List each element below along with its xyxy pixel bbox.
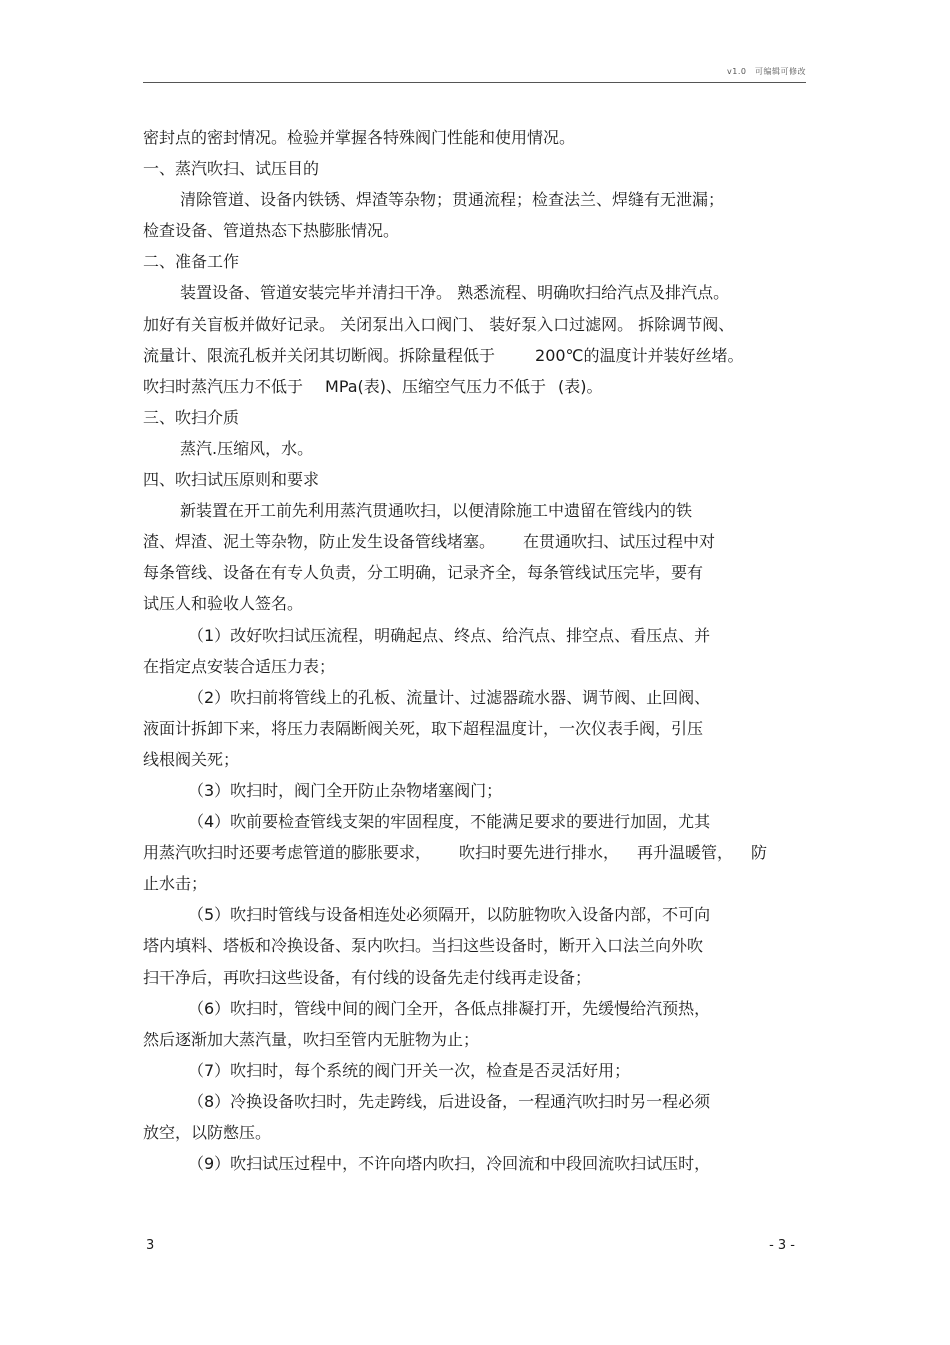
section-heading: 一、蒸汽吹扫、试压目的	[143, 159, 320, 179]
text-segment: 防	[751, 843, 768, 863]
list-item: （2）吹扫前将管线上的孔板、流量计、过滤器疏水器、调节阀、止回阀、	[188, 687, 711, 707]
text-line: 密封点的密封情况。检验并掌握各特殊阀门性能和使用情况。	[143, 128, 576, 147]
text-segment: 吹扫时蒸汽压力不低于	[143, 376, 304, 396]
text-line: 清除管道、设备内铁锈、焊渣等杂物；贯通流程；检查法兰、焊缝有无泄漏；	[180, 190, 725, 210]
text-line: 装置设备、管道安装完毕并清扫干净。 熟悉流程、明确吹扫给汽点及排汽点。	[180, 283, 730, 303]
text-segment: 流量计、限流孔板并关闭其切断阀。拆除量程低于	[143, 345, 496, 365]
text-line: 然后逐渐加大蒸汽量，吹扫至管内无脏物为止；	[143, 1029, 480, 1049]
text-segment: MPa(表)、压缩空气压力不低于	[325, 376, 547, 396]
text-line: 新装置在开工前先利用蒸汽贯通吹扫，以便清除施工中遗留在管线内的铁	[180, 501, 693, 521]
text-line: 每条管线、设备在有专人负责，分工明确，记录齐全，每条管线试压完毕，要有	[143, 563, 704, 583]
text-line: 塔内填料、塔板和冷换设备、泵内吹扫。当扫这些设备时，断开入口法兰向外吹	[143, 936, 704, 956]
text-segment: 用蒸汽吹扫时还要考虑管道的膨胀要求，	[143, 843, 432, 863]
list-item: （5）吹扫时管线与设备相连处必须隔开，以防脏物吹入设备内部，不可向	[188, 905, 711, 925]
list-item: （7）吹扫时，每个系统的阀门开关一次，检查是否灵活好用；	[188, 1060, 631, 1080]
text-line: 液面计拆卸下来，将压力表隔断阀关死，取下超程温度计，一次仪表手阀，引压	[143, 718, 704, 738]
list-item: （9）吹扫试压过程中，不许向塔内吹扫，冷回流和中段回流吹扫试压时，	[188, 1154, 711, 1174]
list-item: （4）吹前要检查管线支架的牢固程度，不能满足要求的要进行加固，尤其	[188, 812, 711, 832]
text-line: 在指定点安装合适压力表；	[143, 656, 336, 676]
text-segment: 在贯通吹扫、试压过程中对	[523, 532, 716, 552]
text-line	[143, 526, 813, 557]
text-line: 蒸汽.压缩风，水。	[180, 438, 314, 458]
text-line	[143, 340, 813, 371]
list-item: （8）冷换设备吹扫时，先走跨线，后进设备，一程通汽吹扫时另一程必须	[188, 1091, 711, 1111]
header-version-note: v1.0 可编辑可修改	[727, 67, 806, 76]
text-line: 止水击；	[143, 874, 208, 894]
header-rule	[143, 82, 806, 83]
footer-page-number-left: 3	[146, 1238, 155, 1253]
footer-page-number-right: - 3 -	[769, 1238, 795, 1253]
list-item: （1）改好吹扫试压流程，明确起点、终点、给汽点、排空点、看压点、并	[188, 625, 711, 645]
text-segment: 吹扫时要先进行排水，	[459, 843, 620, 863]
section-heading: 四、吹扫试压原则和要求	[143, 470, 320, 490]
text-line	[143, 837, 813, 868]
text-line: 检查设备、管道热态下热膨胀情况。	[143, 221, 400, 241]
section-heading: 二、准备工作	[143, 252, 240, 272]
text-segment: 渣、焊渣、泥土等杂物，防止发生设备管线堵塞。	[143, 532, 496, 552]
text-segment: (表)。	[558, 376, 603, 396]
text-line: 放空，以防憋压。	[143, 1123, 272, 1142]
text-line: 试压人和验收人签名。	[143, 594, 304, 614]
document-body	[143, 122, 813, 1179]
text-segment: 200℃的温度计并装好丝堵。	[535, 345, 744, 365]
text-line: 加好有关盲板并做好记录。 关闭泵出入口阀门、 装好泵入口过滤网。 拆除调节阀、	[143, 314, 735, 334]
list-item: （6）吹扫时，管线中间的阀门全开，各低点排凝打开，先缓慢给汽预热，	[188, 998, 711, 1018]
list-item: （3）吹扫时，阀门全开防止杂物堵塞阀门；	[188, 780, 503, 800]
text-line	[143, 371, 813, 402]
text-line: 扫干净后，再吹扫这些设备，有付线的设备先走付线再走设备；	[143, 967, 592, 987]
text-line: 线根阀关死；	[143, 749, 240, 769]
text-segment: 再升温暖管，	[637, 843, 734, 863]
section-heading: 三、吹扫介质	[143, 407, 240, 427]
